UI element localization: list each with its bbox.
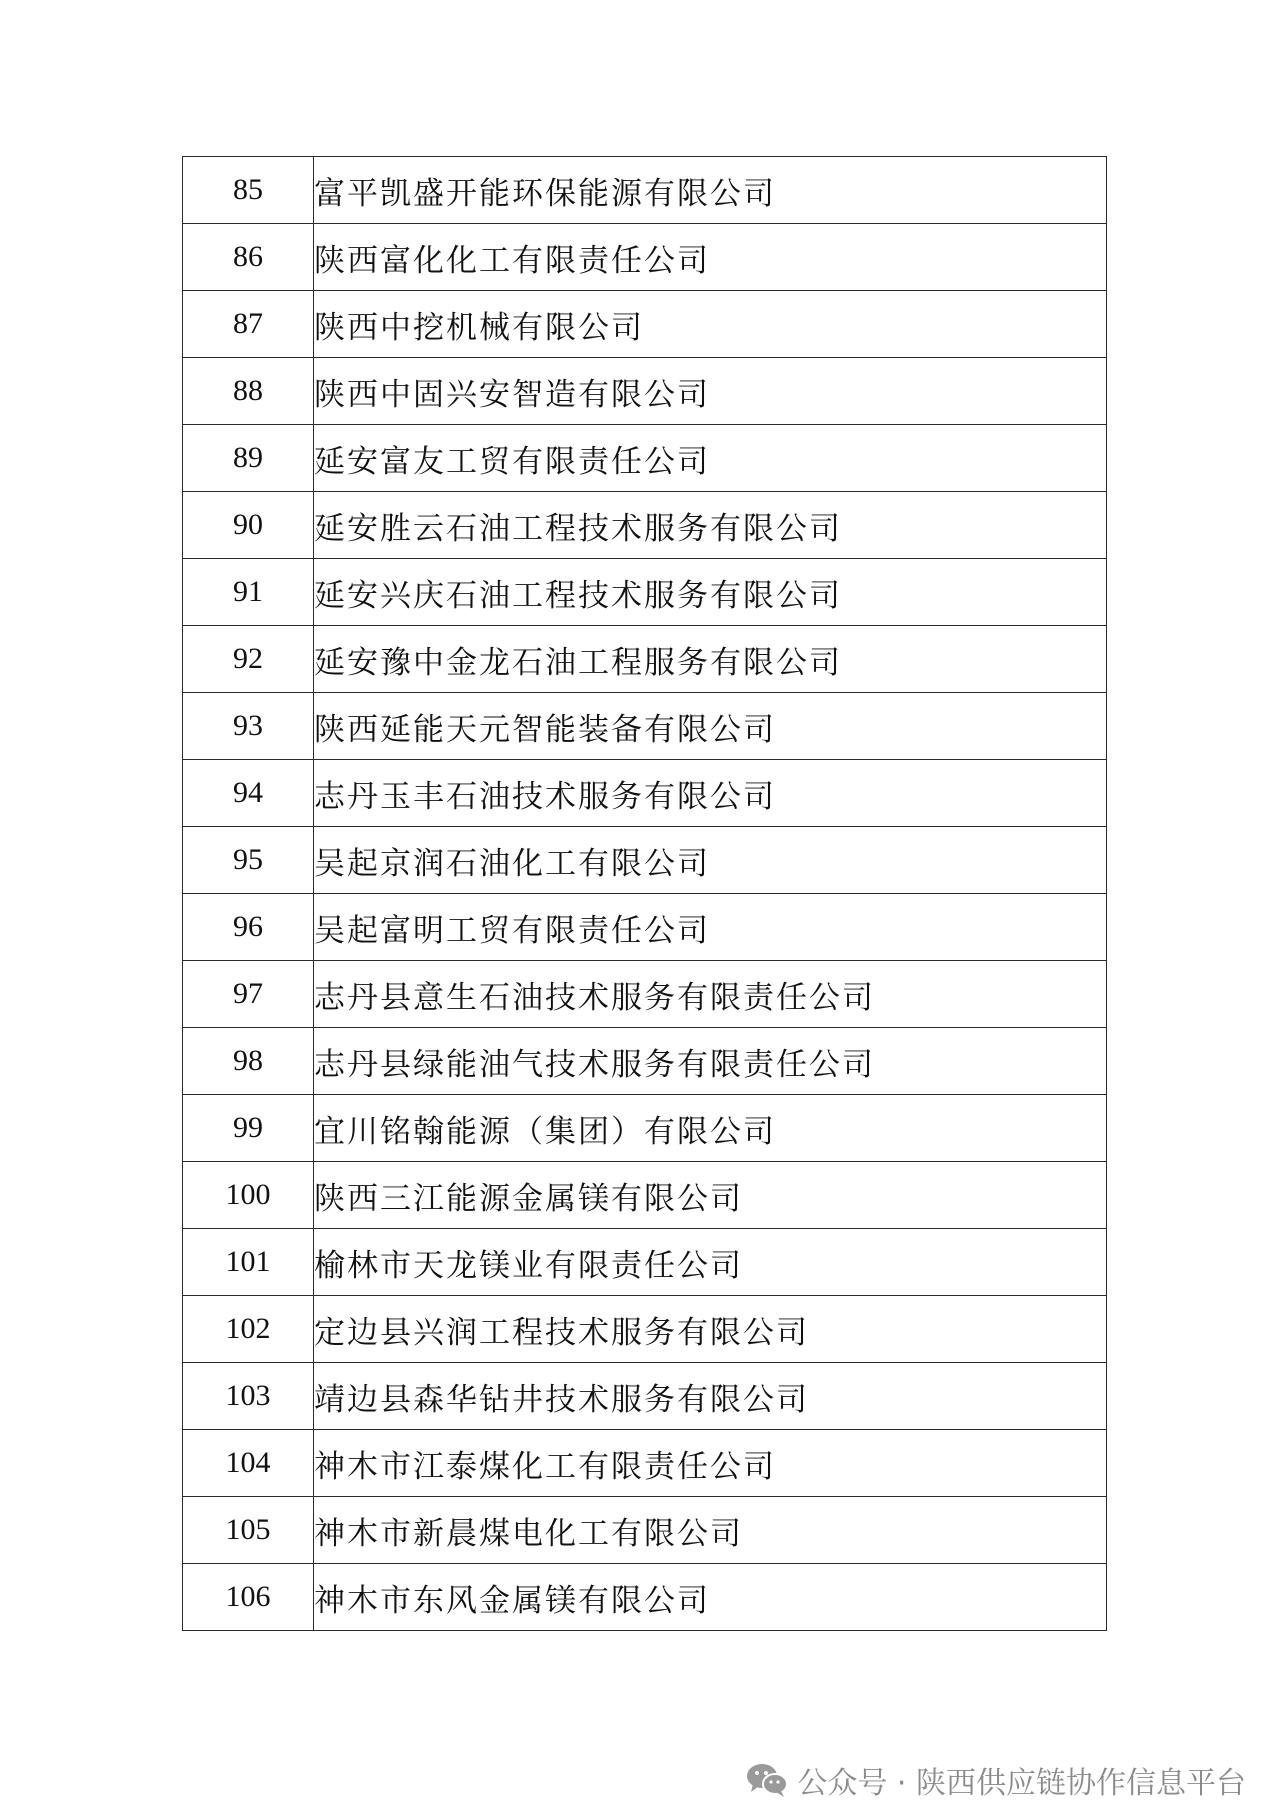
company-name: 富平凯盛开能环保能源有限公司 xyxy=(314,157,1107,224)
row-number: 97 xyxy=(183,961,314,1028)
table-row xyxy=(183,559,1107,626)
row-number: 89 xyxy=(183,425,314,492)
table-row xyxy=(183,961,1107,1028)
row-number: 94 xyxy=(183,760,314,827)
table-row xyxy=(183,760,1107,827)
company-name: 延安兴庆石油工程技术服务有限公司 xyxy=(314,559,1107,626)
company-name: 陕西延能天元智能装备有限公司 xyxy=(314,693,1107,760)
wechat-icon xyxy=(745,1762,789,1798)
company-name: 延安富友工贸有限责任公司 xyxy=(314,425,1107,492)
company-name: 陕西富化化工有限责任公司 xyxy=(314,224,1107,291)
table-body xyxy=(183,157,1107,1631)
company-name: 吴起富明工贸有限责任公司 xyxy=(314,894,1107,961)
table-row xyxy=(183,425,1107,492)
row-number: 91 xyxy=(183,559,314,626)
company-name: 吴起京润石油化工有限公司 xyxy=(314,827,1107,894)
table-row xyxy=(183,1229,1107,1296)
company-name: 延安胜云石油工程技术服务有限公司 xyxy=(314,492,1107,559)
row-number: 92 xyxy=(183,626,314,693)
table-row xyxy=(183,626,1107,693)
table-row xyxy=(183,157,1107,224)
row-number: 85 xyxy=(183,157,314,224)
table-row xyxy=(183,894,1107,961)
company-name: 陕西中挖机械有限公司 xyxy=(314,291,1107,358)
table-row xyxy=(183,1162,1107,1229)
company-name: 神木市东风金属镁有限公司 xyxy=(314,1564,1107,1631)
row-number: 95 xyxy=(183,827,314,894)
table-row xyxy=(183,358,1107,425)
table-row xyxy=(183,1363,1107,1430)
table-row xyxy=(183,1564,1107,1631)
table-row xyxy=(183,1430,1107,1497)
row-number: 106 xyxy=(183,1564,314,1631)
company-name: 定边县兴润工程技术服务有限公司 xyxy=(314,1296,1107,1363)
company-name: 延安豫中金龙石油工程服务有限公司 xyxy=(314,626,1107,693)
table-row xyxy=(183,1028,1107,1095)
company-name: 志丹玉丰石油技术服务有限公司 xyxy=(314,760,1107,827)
company-name: 神木市江泰煤化工有限责任公司 xyxy=(314,1430,1107,1497)
table-row xyxy=(183,1095,1107,1162)
table-row xyxy=(183,1497,1107,1564)
watermark-text: 公众号 · 陕西供应链协作信息平台 xyxy=(797,1766,1246,1801)
company-name: 志丹县意生石油技术服务有限责任公司 xyxy=(314,961,1107,1028)
company-name: 陕西中固兴安智造有限公司 xyxy=(314,358,1107,425)
row-number: 86 xyxy=(183,224,314,291)
company-name: 靖边县森华钻井技术服务有限公司 xyxy=(314,1363,1107,1430)
row-number: 93 xyxy=(183,693,314,760)
row-number: 100 xyxy=(183,1162,314,1229)
row-number: 98 xyxy=(183,1028,314,1095)
row-number: 87 xyxy=(183,291,314,358)
table-row xyxy=(183,224,1107,291)
company-name: 志丹县绿能油气技术服务有限责任公司 xyxy=(314,1028,1107,1095)
row-number: 96 xyxy=(183,894,314,961)
row-number: 103 xyxy=(183,1363,314,1430)
table-row xyxy=(183,827,1107,894)
row-number: 105 xyxy=(183,1497,314,1564)
table-row xyxy=(183,693,1107,760)
table-row xyxy=(183,1296,1107,1363)
row-number: 104 xyxy=(183,1430,314,1497)
table-row xyxy=(183,492,1107,559)
row-number: 90 xyxy=(183,492,314,559)
table-row xyxy=(183,291,1107,358)
company-name: 榆林市天龙镁业有限责任公司 xyxy=(314,1229,1107,1296)
company-name: 陕西三江能源金属镁有限公司 xyxy=(314,1162,1107,1229)
row-number: 99 xyxy=(183,1095,314,1162)
row-number: 101 xyxy=(183,1229,314,1296)
watermark xyxy=(745,1758,1246,1802)
company-name: 宜川铭翰能源（集团）有限公司 xyxy=(314,1095,1107,1162)
row-number: 102 xyxy=(183,1296,314,1363)
company-table xyxy=(182,156,1107,1631)
row-number: 88 xyxy=(183,358,314,425)
company-name: 神木市新晨煤电化工有限公司 xyxy=(314,1497,1107,1564)
